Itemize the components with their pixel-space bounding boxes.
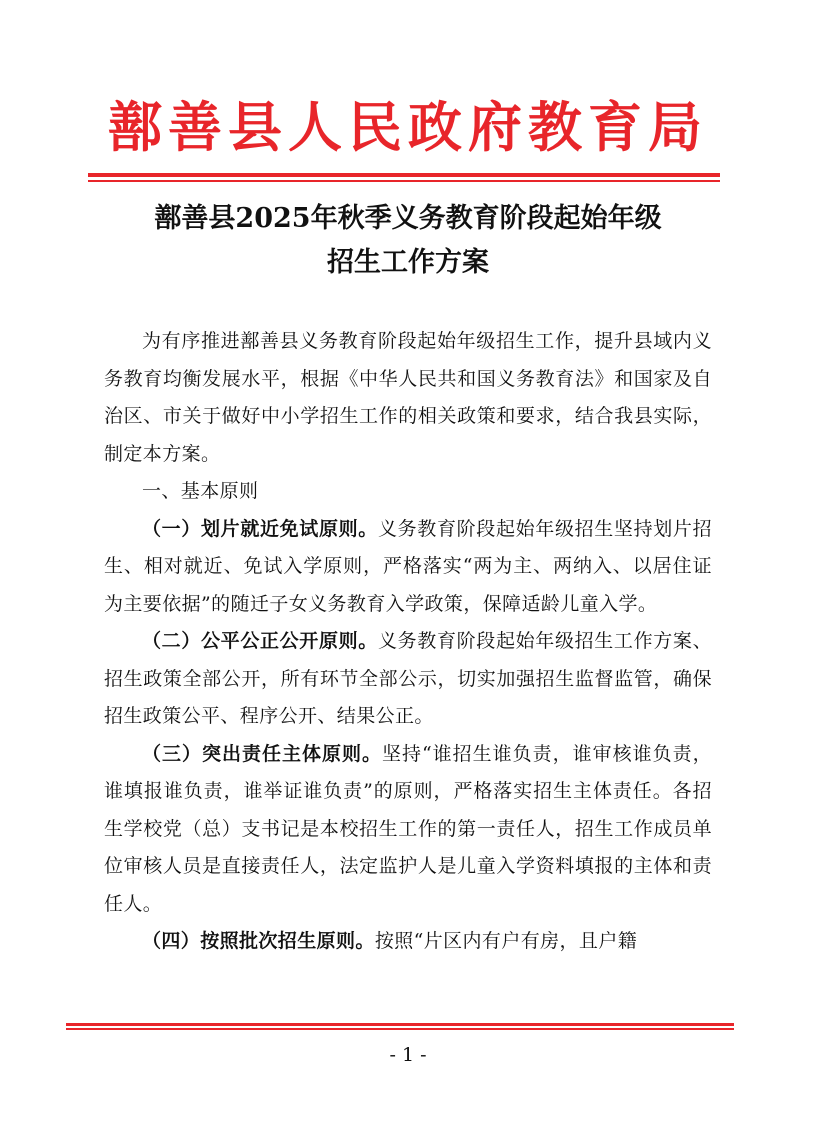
principle-paragraph-3: [104, 736, 712, 924]
footer-red-rule: [66, 1023, 734, 1031]
principle-text-4: 按照“片区内有户有房，且户籍: [374, 930, 638, 952]
principle-paragraph-4: [104, 923, 712, 961]
footer-rule-thick: [66, 1023, 734, 1026]
footer-rule-thin: [66, 1028, 734, 1030]
principle-lead-2: （二）公平公正公开原则。: [142, 630, 378, 652]
principle-text-3: 坚持“谁招生谁负责，谁审核谁负责，谁填报谁负责，谁举证谁负责”的原则，严格落实招生主体责任。各招生学校党（总）支书记是本校招生工作的第一责任人，招生工作成员单位审核人员是直接责任人，法定监护人是儿童入学资料填报的主体和责任人。: [104, 742, 712, 915]
header-red-rule: [88, 173, 720, 183]
intro-paragraph: 为有序推进鄯善县义务教育阶段起始年级招生工作，提升县域内义务教育均衡发展水平，根据《中华人民共和国义务教育法》和国家及自治区、市关于做好中小学招生工作的相关政策和要求，结合我县实际，制定本方案。: [104, 330, 712, 465]
document-title: [0, 197, 816, 285]
document-title-line-2: 招生工作方案: [327, 247, 489, 278]
principle-text-1: 义务教育阶段起始年级招生坚持划片招生、相对就近、免试入学原则，严格落实“两为主、两纳入、以居住证为主要依据”的随迁子女义务教育入学政策，保障适龄儿童入学。: [104, 517, 712, 615]
issuing-authority-title: 鄯善县人民政府教育局: [108, 95, 708, 159]
document-title-line-1: 鄯善县2025年秋季义务教育阶段起始年级: [154, 203, 662, 234]
section-heading-basic-principles: 一、基本原则: [142, 480, 259, 502]
document-body: [104, 323, 712, 961]
principle-paragraph-2: [104, 623, 712, 736]
header-rule-thin: [88, 180, 720, 182]
principle-paragraph-1: [104, 511, 712, 624]
principle-lead-4: （四）按照批次招生原则。: [142, 930, 375, 952]
principle-text-2: 义务教育阶段起始年级招生工作方案、招生政策全部公开，所有环节全部公示，切实加强招生监督监管，确保招生政策公平、程序公开、结果公正。: [104, 630, 712, 727]
header-rule-thick: [88, 173, 720, 177]
principle-lead-1: （一）划片就近免试原则。: [142, 517, 378, 540]
principle-lead-3: （三）突出责任主体原则。: [142, 742, 382, 765]
page-number: - 1 -: [389, 1044, 427, 1066]
